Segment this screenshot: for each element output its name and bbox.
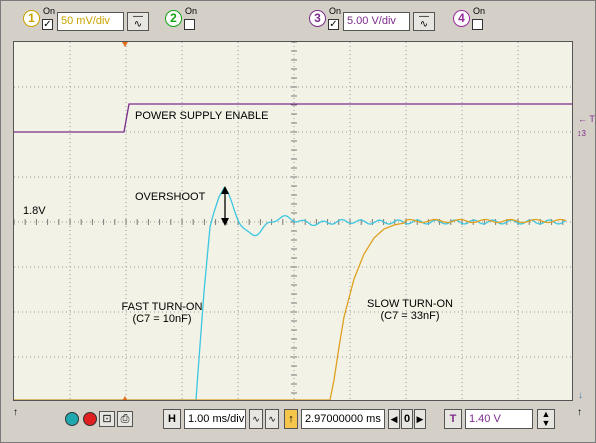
scroll-up-right-icon[interactable]: ↑ [577,407,582,418]
channel-1-scale[interactable]: 50 mV/div [57,12,124,31]
channel-1-checkbox[interactable]: ✓ [43,19,52,30]
spin-arrows-icon: ▲ ▼ [541,409,551,428]
position-right-button[interactable]: ▶ [414,409,426,429]
fast-turn-on-line1: FAST TURN-ON [121,301,203,313]
timebase-wave-button[interactable]: ∿ [265,409,279,429]
trigger-position-marker-top [122,42,128,47]
channel-3-checkbox[interactable]: ✓ [329,19,338,30]
level-label: 1.8V [23,205,46,217]
position-left-button[interactable]: ◀ [388,409,400,429]
channel-3-badge[interactable]: 3 [309,10,326,27]
slow-turn-on-trace [14,220,566,400]
trigger-level-marker[interactable]: ← T [578,114,595,124]
channel-1-coupling-button[interactable] [127,12,149,31]
horizontal-button[interactable]: H [163,409,181,429]
channel-2-controls [165,7,205,35]
overshoot-label: OVERSHOOT [135,191,206,203]
channel-1-on-label: On [43,6,56,16]
ch3-marker-arrow-icon: ↕ [577,128,582,138]
power-supply-enable-label: POWER SUPPLY ENABLE [135,110,269,122]
zoom-button[interactable] [99,411,115,427]
print-button[interactable] [117,411,133,427]
channel-1-badge[interactable]: 1 [23,10,40,27]
run-icon[interactable] [65,412,79,426]
fast-turn-on-line2: (C7 = 10nF) [132,313,192,325]
scroll-right-marker[interactable]: ↓ [578,390,583,401]
timebase-coupling-button[interactable]: ∿ [249,409,263,429]
slow-turn-on-line2: (C7 = 33nF) [380,310,440,322]
scope-traces [14,42,573,401]
trigger-level-field[interactable]: 1.40 V [465,409,533,429]
position-field[interactable]: 2.97000000 ms [301,409,385,429]
trigger-position-button[interactable] [284,409,298,429]
ch3-marker-label: 3 [581,129,586,138]
scroll-up-left-icon[interactable]: ↑ [13,407,18,418]
channel-4-controls [453,7,493,35]
print-icon: ⎙ [120,413,130,425]
channel-3-ground-marker[interactable] [577,128,586,138]
slow-turn-on-line1: SLOW TURN-ON [367,298,453,310]
position-zero-button[interactable]: 0 [401,409,413,429]
channel-2-on-label: On [185,6,198,16]
channel-4-checkbox[interactable] [472,19,483,30]
channel-4-badge[interactable]: 4 [453,10,470,27]
channel-2-checkbox[interactable] [184,19,195,30]
slow-turn-on-label [350,298,470,322]
trigger-arrow-icon: ↑ [288,413,294,425]
channel-3-scale[interactable]: 5.00 V/div [343,12,410,31]
stop-icon[interactable] [83,412,97,426]
trigger-button[interactable]: T [444,409,462,429]
zoom-icon: ⊡ [102,413,112,425]
channel-3-coupling-button[interactable] [413,12,435,31]
coupling-icon: — ∿ [419,11,429,30]
trigger-position-marker-bottom [122,396,128,401]
timebase-field[interactable]: 1.00 ms/div [184,409,246,429]
channel-4-on-label: On [473,6,486,16]
scope-display[interactable] [13,41,573,401]
coupling-icon: — ∿ [133,11,143,30]
fast-turn-on-label [102,301,222,325]
channel-3-controls [309,7,439,35]
channel-2-badge[interactable]: 2 [165,10,182,27]
trigger-level-spin[interactable] [537,409,555,429]
channel-3-on-label: On [329,6,342,16]
channel-1-controls [23,7,153,35]
